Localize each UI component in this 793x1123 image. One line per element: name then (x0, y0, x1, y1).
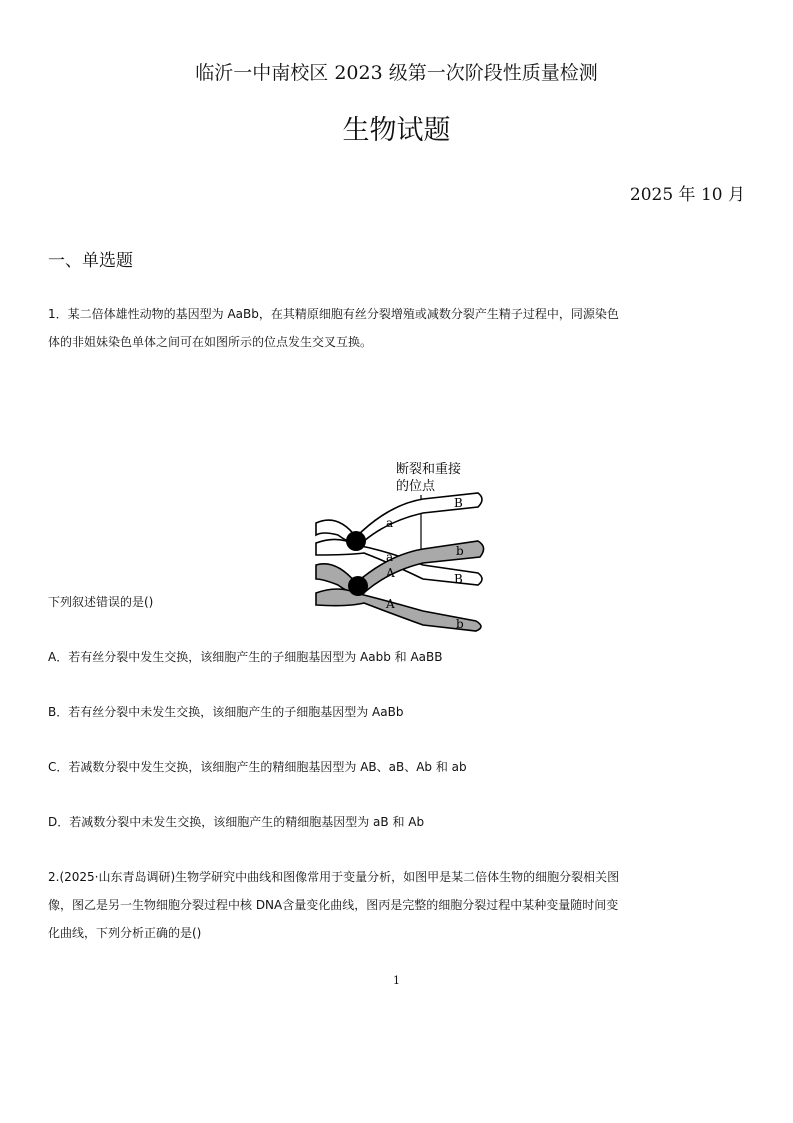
page-number: 1 (393, 974, 400, 987)
gene-label-B-top: B (454, 496, 463, 510)
q1-option-d[interactable]: D．若减数分裂中未发生交换，该细胞产生的精细胞基因型为 aB 和 Ab (48, 815, 425, 829)
section-title: 一、单选题 (48, 251, 133, 271)
gene-label-A-mid: A (386, 566, 395, 580)
q1-prompt: 下列叙述错误的是() (48, 595, 154, 609)
figure-caption-line2: 的位点 (396, 479, 436, 494)
q1-option-b[interactable]: B．若有丝分裂中未发生交换，该细胞产生的子细胞基因型为 AaBb (48, 705, 404, 719)
q2-line2: 像，图乙是另一生物细胞分裂过程中核 DNA含量变化曲线，图丙是完整的细胞分裂过程中某种变量随时间变 (48, 898, 619, 912)
centromere-bottom (348, 576, 368, 596)
exam-date: 2025 年 10 月 (629, 185, 745, 205)
subject-title: 生物试题 (342, 115, 451, 146)
gene-label-A-bottom: A (386, 597, 395, 611)
q2-line3: 化曲线，下列分析正确的是() (48, 926, 202, 940)
chromosome-crossover-figure (308, 455, 488, 633)
gene-label-a-mid: a (386, 550, 394, 564)
exam-title: 临沂一中南校区 2023 级第一次阶段性质量检测 (195, 62, 598, 84)
q1-stem-line1: 1．某二倍体雄性动物的基因型为 AaBb，在其精原细胞有丝分裂增殖或减数分裂产生精子过程中，同源染色 (48, 307, 619, 321)
centromere-top (346, 531, 366, 551)
q1-option-a[interactable]: A．若有丝分裂中发生交换，该细胞产生的子细胞基因型为 Aabb 和 AaBB (48, 650, 443, 664)
q1-option-c[interactable]: C．若减数分裂中发生交换，该细胞产生的精细胞基因型为 AB、aB、Ab 和 ab (48, 760, 467, 774)
q1-stem-line2: 体的非姐妹染色单体之间可在如图所示的位点发生交叉互换。 (48, 335, 373, 349)
chromosome-diagram (308, 455, 488, 633)
figure-caption-line1: 断裂和重接 (396, 462, 462, 477)
gene-label-b-bottom: b (456, 617, 464, 631)
gene-label-b-mid: b (456, 544, 464, 558)
gene-label-B-mid: B (454, 572, 463, 586)
q2-line1: 2.(2025·山东青岛调研)生物学研究中曲线和图像常用于变量分析，如图甲是某二倍体生物的细胞分裂相关图 (48, 870, 620, 884)
gene-label-a-top: a (386, 516, 394, 530)
